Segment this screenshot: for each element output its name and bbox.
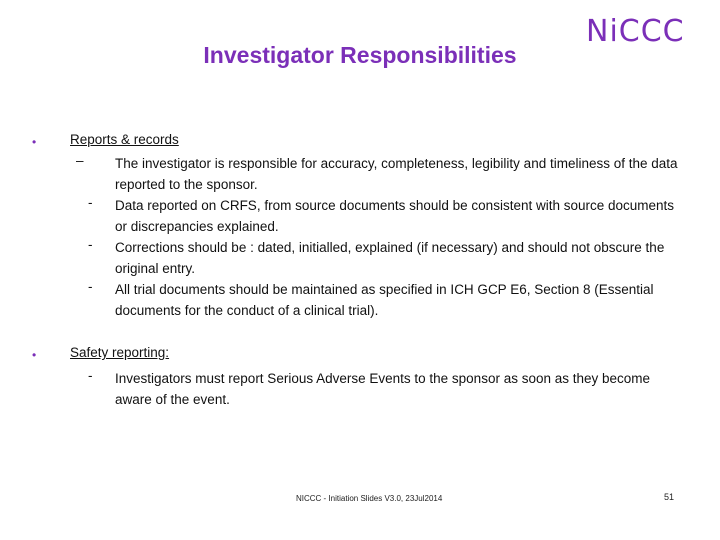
page-number: 51 bbox=[664, 492, 675, 502]
list-item: All trial documents should be maintained as specified in ICH GCP E6, Section 8 (Essential documents for the conduct of a clinical trial). bbox=[115, 282, 654, 318]
bullet-icon: • bbox=[32, 135, 37, 149]
list-item: Investigators must report Serious Adverse Events to the sponsor as soon as they become aware of the event. bbox=[115, 371, 651, 407]
list-item: Data reported on CRFS, from source documents should be consistent with source documents or discrepancies explained. bbox=[115, 198, 675, 234]
item-marker: – bbox=[76, 153, 84, 168]
niccc-logo: NiCCC bbox=[586, 14, 685, 49]
item-marker: - bbox=[88, 195, 93, 210]
item-marker: - bbox=[88, 368, 93, 383]
list-item: Corrections should be : dated, initialled, explained (if necessary) and should not obscure the original entry. bbox=[115, 240, 665, 276]
section-heading-reports: Reports & records bbox=[70, 132, 179, 147]
item-marker: - bbox=[88, 237, 93, 252]
list-item: The investigator is responsible for accuracy, completeness, legibility and timeliness of the data reported to the sponsor. bbox=[115, 156, 678, 192]
bullet-icon: • bbox=[32, 348, 37, 362]
slide-footer: NICCC - Initiation Slides V3.0, 23Jul2014 bbox=[296, 494, 443, 503]
section-heading-safety: Safety reporting: bbox=[70, 345, 170, 360]
item-marker: - bbox=[88, 279, 93, 294]
slide-title: Investigator Responsibilities bbox=[203, 42, 517, 68]
